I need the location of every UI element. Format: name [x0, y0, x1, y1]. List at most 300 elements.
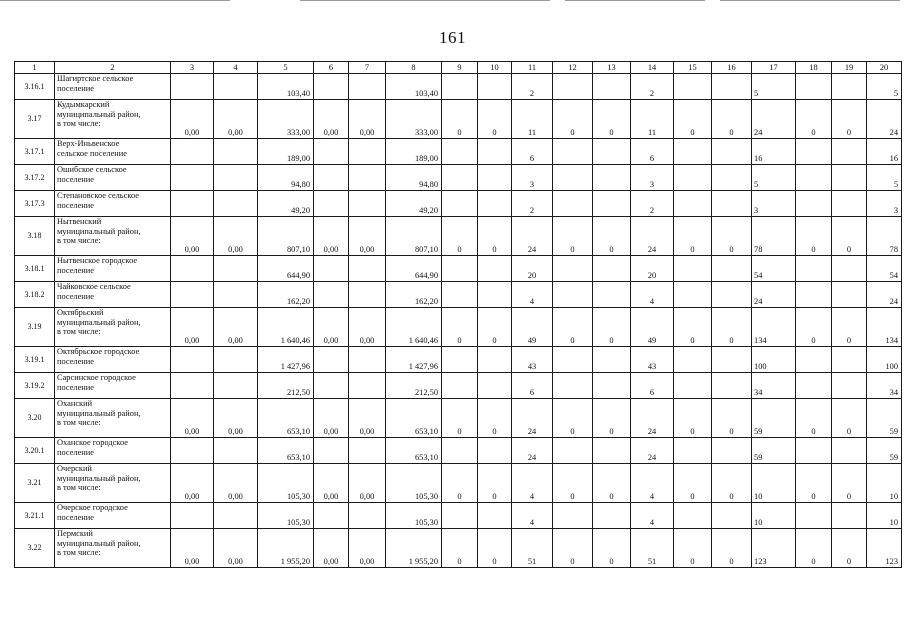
value-cell: 34 — [867, 373, 902, 399]
value-cell: 0 — [478, 217, 512, 256]
value-cell: 123 — [867, 529, 902, 568]
name-line: поселение — [57, 291, 94, 301]
table-row — [15, 74, 902, 100]
page-number: 161 — [439, 28, 466, 47]
value-cell: 78 — [867, 217, 902, 256]
name-line: муниципальный район, — [57, 109, 141, 119]
column-header: 8 — [386, 62, 442, 74]
value-cell: 644,90 — [258, 256, 314, 282]
value-cell: 0 — [712, 308, 752, 347]
value-cell: 0 — [712, 464, 752, 503]
value-cell: 59 — [752, 438, 796, 464]
value-cell: 0,00 — [214, 399, 258, 438]
value-cell — [832, 74, 867, 100]
value-cell: 0,00 — [171, 100, 214, 139]
value-cell: 11 — [512, 100, 553, 139]
value-cell: 2 — [512, 74, 553, 100]
column-header: 16 — [712, 62, 752, 74]
value-cell — [442, 139, 478, 165]
value-cell: 4 — [512, 282, 553, 308]
value-cell: 11 — [631, 100, 674, 139]
value-cell — [832, 139, 867, 165]
value-cell — [478, 503, 512, 529]
value-cell: 0,00 — [314, 399, 349, 438]
value-cell — [712, 139, 752, 165]
municipality-name — [55, 139, 171, 165]
value-cell — [214, 74, 258, 100]
value-cell — [314, 74, 349, 100]
column-header: 17 — [752, 62, 796, 74]
value-cell — [553, 347, 593, 373]
value-cell: 653,10 — [386, 438, 442, 464]
scan-top-rule — [300, 0, 550, 1]
value-cell: 105,30 — [258, 503, 314, 529]
value-cell: 4 — [512, 464, 553, 503]
value-cell: 333,00 — [258, 100, 314, 139]
value-cell: 0 — [712, 217, 752, 256]
value-cell: 6 — [512, 373, 553, 399]
value-cell: 0,00 — [349, 217, 386, 256]
name-line: Пермский — [57, 529, 93, 538]
value-cell: 0 — [553, 308, 593, 347]
value-cell: 54 — [867, 256, 902, 282]
row-number: 3.17.3 — [15, 191, 55, 217]
value-cell — [478, 282, 512, 308]
value-cell: 0 — [832, 100, 867, 139]
value-cell: 49 — [631, 308, 674, 347]
value-cell — [478, 373, 512, 399]
value-cell: 0 — [593, 217, 631, 256]
value-cell — [832, 347, 867, 373]
name-line: муниципальный район, — [57, 538, 141, 548]
column-header: 18 — [796, 62, 832, 74]
value-cell: 0,00 — [314, 464, 349, 503]
value-cell — [593, 438, 631, 464]
value-cell: 100 — [867, 347, 902, 373]
column-header: 7 — [349, 62, 386, 74]
name-line: в том числе: — [57, 327, 101, 337]
value-cell — [214, 165, 258, 191]
column-header: 6 — [314, 62, 349, 74]
value-cell — [712, 503, 752, 529]
value-cell — [712, 373, 752, 399]
value-cell: 49 — [512, 308, 553, 347]
value-cell — [796, 282, 832, 308]
name-line: в том числе: — [57, 119, 101, 129]
value-cell: 94,80 — [258, 165, 314, 191]
value-cell: 51 — [631, 529, 674, 568]
value-cell — [214, 347, 258, 373]
value-cell — [593, 191, 631, 217]
row-number: 3.19 — [15, 308, 55, 347]
municipality-name — [55, 191, 171, 217]
value-cell: 0 — [674, 399, 712, 438]
value-cell — [796, 74, 832, 100]
municipality-name — [55, 165, 171, 191]
value-cell: 0 — [674, 529, 712, 568]
value-cell — [478, 139, 512, 165]
value-cell — [349, 139, 386, 165]
value-cell: 0 — [593, 308, 631, 347]
name-line: в том числе: — [57, 483, 101, 493]
municipality-name — [55, 308, 171, 347]
value-cell — [214, 191, 258, 217]
value-cell: 0 — [796, 399, 832, 438]
value-cell: 105,30 — [386, 464, 442, 503]
value-cell — [171, 165, 214, 191]
value-cell: 0 — [442, 308, 478, 347]
value-cell: 5 — [752, 165, 796, 191]
table-row — [15, 529, 902, 568]
value-cell: 59 — [752, 399, 796, 438]
value-cell — [553, 74, 593, 100]
value-cell — [593, 256, 631, 282]
value-cell — [796, 503, 832, 529]
value-cell: 0 — [442, 399, 478, 438]
name-line: Ошибское сельское — [57, 165, 127, 174]
value-cell — [712, 347, 752, 373]
value-cell — [712, 256, 752, 282]
table-row — [15, 464, 902, 503]
value-cell: 16 — [752, 139, 796, 165]
value-cell: 0 — [593, 529, 631, 568]
name-line: поселение — [57, 382, 94, 392]
value-cell — [214, 438, 258, 464]
name-line: в том числе: — [57, 548, 101, 558]
value-cell: 34 — [752, 373, 796, 399]
value-cell: 16 — [867, 139, 902, 165]
row-number: 3.21.1 — [15, 503, 55, 529]
value-cell — [832, 438, 867, 464]
value-cell — [712, 191, 752, 217]
municipality-name — [55, 373, 171, 399]
name-line: Сарсинское городское — [57, 373, 136, 382]
name-line: Очерский — [57, 464, 92, 473]
value-cell: 644,90 — [386, 256, 442, 282]
value-cell: 6 — [631, 373, 674, 399]
value-cell — [674, 165, 712, 191]
value-cell: 0 — [593, 399, 631, 438]
value-cell: 0 — [553, 100, 593, 139]
value-cell: 0,00 — [349, 529, 386, 568]
scan-top-rule — [565, 0, 705, 1]
value-cell — [674, 373, 712, 399]
value-cell — [674, 503, 712, 529]
value-cell — [832, 165, 867, 191]
row-number: 3.18.1 — [15, 256, 55, 282]
value-cell — [553, 256, 593, 282]
column-header: 9 — [442, 62, 478, 74]
value-cell: 1 427,96 — [386, 347, 442, 373]
value-cell: 51 — [512, 529, 553, 568]
value-cell: 0,00 — [349, 308, 386, 347]
value-cell: 0 — [712, 399, 752, 438]
table-row — [15, 282, 902, 308]
value-cell: 0,00 — [314, 529, 349, 568]
value-cell — [553, 373, 593, 399]
value-cell: 105,30 — [386, 503, 442, 529]
value-cell — [553, 438, 593, 464]
value-cell: 20 — [631, 256, 674, 282]
value-cell: 0 — [796, 217, 832, 256]
value-cell: 24 — [867, 282, 902, 308]
value-cell: 212,50 — [258, 373, 314, 399]
value-cell: 5 — [867, 74, 902, 100]
name-line: Оханский — [57, 399, 93, 408]
name-line: муниципальный район, — [57, 408, 141, 418]
column-header: 11 — [512, 62, 553, 74]
value-cell: 3 — [512, 165, 553, 191]
value-cell: 0,00 — [171, 464, 214, 503]
scan-top-rule — [720, 0, 900, 1]
value-cell: 162,20 — [386, 282, 442, 308]
column-header: 3 — [171, 62, 214, 74]
value-cell: 0,00 — [214, 308, 258, 347]
row-number: 3.20.1 — [15, 438, 55, 464]
value-cell — [314, 373, 349, 399]
value-cell: 0,00 — [171, 399, 214, 438]
value-cell — [349, 165, 386, 191]
value-cell — [478, 191, 512, 217]
value-cell: 0 — [712, 529, 752, 568]
value-cell — [314, 282, 349, 308]
value-cell — [442, 347, 478, 373]
value-cell: 24 — [752, 100, 796, 139]
value-cell: 212,50 — [386, 373, 442, 399]
value-cell: 0 — [478, 529, 512, 568]
value-cell: 3 — [752, 191, 796, 217]
value-cell — [171, 74, 214, 100]
value-cell — [349, 282, 386, 308]
value-cell: 3 — [867, 191, 902, 217]
table-row — [15, 191, 902, 217]
name-line: Чайковское сельское — [57, 282, 131, 291]
value-cell — [832, 191, 867, 217]
value-cell — [442, 165, 478, 191]
name-line: муниципальный район, — [57, 226, 141, 236]
value-cell — [314, 256, 349, 282]
value-cell: 0,00 — [171, 529, 214, 568]
value-cell: 94,80 — [386, 165, 442, 191]
value-cell: 4 — [631, 503, 674, 529]
value-cell: 24 — [631, 217, 674, 256]
value-cell: 49,20 — [258, 191, 314, 217]
name-line: Нытвенский — [57, 217, 102, 226]
value-cell: 0,00 — [314, 217, 349, 256]
table-row — [15, 347, 902, 373]
value-cell: 333,00 — [386, 100, 442, 139]
row-number: 3.21 — [15, 464, 55, 503]
value-cell: 78 — [752, 217, 796, 256]
value-cell — [832, 503, 867, 529]
municipality-name — [55, 529, 171, 568]
value-cell: 0,00 — [171, 217, 214, 256]
value-cell — [171, 191, 214, 217]
value-cell — [674, 438, 712, 464]
value-cell — [796, 191, 832, 217]
value-cell: 134 — [752, 308, 796, 347]
value-cell: 1 955,20 — [258, 529, 314, 568]
value-cell — [478, 438, 512, 464]
row-number: 3.17 — [15, 100, 55, 139]
value-cell: 100 — [752, 347, 796, 373]
value-cell: 0 — [832, 464, 867, 503]
value-cell: 653,10 — [258, 438, 314, 464]
value-cell — [214, 139, 258, 165]
value-cell — [314, 438, 349, 464]
value-cell — [712, 282, 752, 308]
value-cell: 0 — [478, 100, 512, 139]
value-cell: 0 — [593, 100, 631, 139]
value-cell — [442, 503, 478, 529]
name-line: Верх-Иньвенское — [57, 139, 120, 148]
value-cell: 807,10 — [386, 217, 442, 256]
value-cell: 10 — [752, 503, 796, 529]
column-header: 5 — [258, 62, 314, 74]
value-cell: 0 — [832, 217, 867, 256]
name-line: поселение — [57, 512, 94, 522]
value-cell: 0 — [442, 217, 478, 256]
value-cell: 49,20 — [386, 191, 442, 217]
value-cell: 0 — [478, 464, 512, 503]
value-cell — [171, 373, 214, 399]
value-cell: 0 — [553, 529, 593, 568]
value-cell: 10 — [752, 464, 796, 503]
value-cell — [593, 139, 631, 165]
value-cell: 0,00 — [314, 100, 349, 139]
value-cell: 0 — [712, 100, 752, 139]
table-row — [15, 399, 902, 438]
value-cell — [593, 503, 631, 529]
value-cell: 4 — [631, 464, 674, 503]
value-cell: 0,00 — [214, 529, 258, 568]
value-cell — [553, 139, 593, 165]
value-cell: 0 — [796, 464, 832, 503]
value-cell: 0 — [832, 308, 867, 347]
value-cell — [796, 256, 832, 282]
value-cell: 24 — [512, 438, 553, 464]
value-cell: 2 — [512, 191, 553, 217]
value-cell: 6 — [631, 139, 674, 165]
value-cell — [553, 165, 593, 191]
column-header: 4 — [214, 62, 258, 74]
value-cell: 5 — [752, 74, 796, 100]
municipality-name — [55, 282, 171, 308]
name-line: Оханское городское — [57, 438, 128, 447]
value-cell: 0,00 — [349, 399, 386, 438]
row-number: 3.19.2 — [15, 373, 55, 399]
value-cell: 0,00 — [214, 217, 258, 256]
table-row — [15, 100, 902, 139]
municipality-name — [55, 464, 171, 503]
value-cell — [674, 282, 712, 308]
value-cell — [832, 256, 867, 282]
table-row — [15, 438, 902, 464]
value-cell — [478, 74, 512, 100]
value-cell — [442, 438, 478, 464]
value-cell — [674, 347, 712, 373]
value-cell — [349, 191, 386, 217]
municipality-name — [55, 347, 171, 373]
value-cell: 162,20 — [258, 282, 314, 308]
municipality-name — [55, 256, 171, 282]
value-cell — [442, 74, 478, 100]
value-cell — [712, 165, 752, 191]
row-number: 3.18 — [15, 217, 55, 256]
value-cell — [674, 139, 712, 165]
value-cell: 24 — [512, 399, 553, 438]
table-row — [15, 217, 902, 256]
value-cell: 0 — [442, 464, 478, 503]
value-cell: 0 — [442, 100, 478, 139]
value-cell — [442, 191, 478, 217]
column-header: 19 — [832, 62, 867, 74]
value-cell: 6 — [512, 139, 553, 165]
value-cell — [674, 74, 712, 100]
value-cell: 10 — [867, 503, 902, 529]
value-cell — [674, 191, 712, 217]
value-cell: 0 — [674, 217, 712, 256]
value-cell: 134 — [867, 308, 902, 347]
value-cell: 0 — [593, 464, 631, 503]
value-cell — [349, 256, 386, 282]
value-cell — [314, 139, 349, 165]
name-line: поселение — [57, 265, 94, 275]
value-cell: 0 — [674, 100, 712, 139]
value-cell — [171, 282, 214, 308]
name-line: Октябрьское городское — [57, 347, 140, 356]
table-row — [15, 165, 902, 191]
value-cell — [796, 373, 832, 399]
value-cell — [674, 256, 712, 282]
column-header: 14 — [631, 62, 674, 74]
name-line: Шагиртское сельское — [57, 74, 134, 83]
name-line: Очерское городское — [57, 503, 128, 512]
value-cell — [478, 347, 512, 373]
value-cell: 54 — [752, 256, 796, 282]
value-cell — [349, 74, 386, 100]
value-cell: 24 — [631, 438, 674, 464]
row-number: 3.17.2 — [15, 165, 55, 191]
value-cell: 0 — [442, 529, 478, 568]
name-line: Кудымкарский — [57, 100, 110, 109]
value-cell: 59 — [867, 438, 902, 464]
value-cell — [593, 347, 631, 373]
value-cell: 0,00 — [214, 464, 258, 503]
value-cell: 3 — [631, 165, 674, 191]
name-line: сельское поселение — [57, 148, 127, 158]
name-line: поселение — [57, 174, 94, 184]
value-cell — [553, 503, 593, 529]
table-body — [15, 62, 902, 568]
row-number: 3.19.1 — [15, 347, 55, 373]
header-row — [15, 62, 902, 74]
value-cell: 807,10 — [258, 217, 314, 256]
column-header: 20 — [867, 62, 902, 74]
value-cell: 4 — [512, 503, 553, 529]
value-cell: 1 427,96 — [258, 347, 314, 373]
name-line: Октябрьский — [57, 308, 104, 317]
value-cell: 0 — [478, 308, 512, 347]
value-cell — [712, 438, 752, 464]
value-cell — [478, 256, 512, 282]
value-cell — [349, 503, 386, 529]
value-cell — [796, 139, 832, 165]
row-number: 3.16.1 — [15, 74, 55, 100]
value-cell — [593, 165, 631, 191]
municipality-name — [55, 74, 171, 100]
municipality-name — [55, 100, 171, 139]
